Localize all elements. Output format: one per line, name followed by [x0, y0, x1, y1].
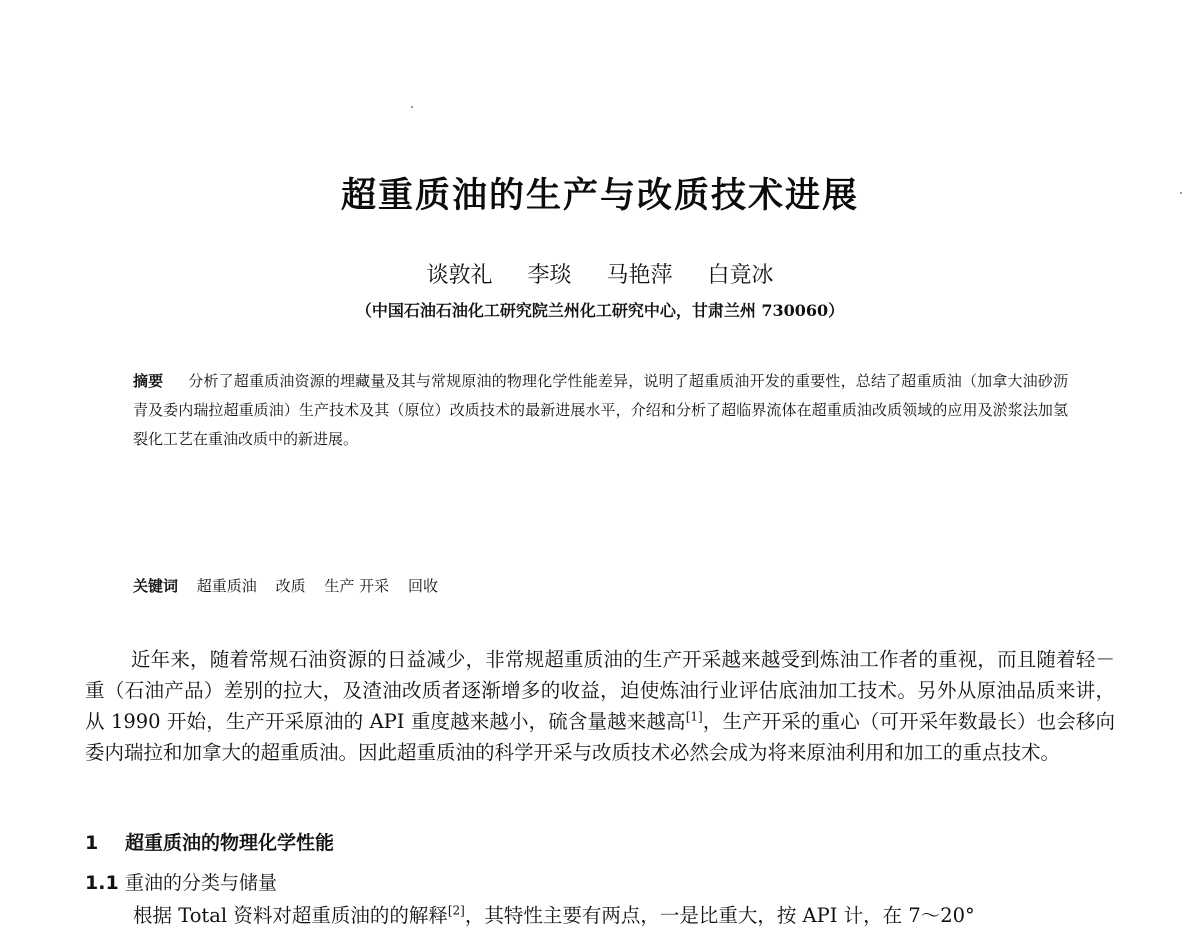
citation-ref: [2] [447, 903, 465, 918]
keyword: 改质 [275, 577, 306, 595]
section-number: 1 [85, 832, 99, 854]
author-name: 马艳萍 [606, 263, 673, 288]
author-name: 谈敦礼 [426, 263, 493, 288]
body-text: 根据 Total 资料对超重质油的的解释 [133, 904, 448, 927]
abstract [133, 367, 1068, 454]
keyword: 生产 开采 [324, 577, 390, 595]
body-text: ，其特性主要有两点，一是比重大，按 API 计，在 7～20° [464, 904, 975, 927]
keyword: 回收 [407, 577, 438, 595]
author-list [0, 258, 1200, 289]
author-name: 李琰 [527, 263, 572, 288]
abstract-text: 分析了超重质油资源的埋藏量及其与常规原油的物理化学性能差异，说明了超重质油开发的重要性，总结了超重质油（加拿大油砂沥青及委内瑞拉超重质油）生产技术及其（原位）改质技术的最新进展水平，介绍和分析了超临界流体在超重质油改质领域的应用及淤浆法加氢裂化工艺在重油改质中的新进展。 [133, 372, 1068, 448]
keywords [133, 575, 438, 596]
intro-text: 近年来，随着常规石油资源的日益减少，非常规超重质油的生产开采越来越受到炼油工作者的重视，而且随着轻－重（石油产品）差别的拉大，及渣油改质者逐渐增多的收益，迫使炼油行业评估底油加工技术。另外从原油品质来讲，从 1990 开始，生产开采原油的 API 重度越来越小，硫含量越来越高 [85, 648, 1115, 733]
abstract-label: 摘要 [133, 372, 164, 390]
paper-title: 超重质油的生产与改质技术进展 [340, 176, 859, 216]
keyword: 超重质油 [196, 577, 257, 595]
cutoff-paragraph [133, 900, 1133, 928]
intro-text: ，生产开采的重心（可开采年数最长）也会移向委内瑞拉和加拿大的超重质油。因此超重质油的科学开采与改质技术必然会成为将来原油利用和加工的重点技术。 [85, 710, 1115, 764]
section-title: 重油的分类与储量 [125, 872, 278, 894]
section-heading-1 [85, 828, 334, 855]
affiliation: （中国石油石油化工研究院兰州化工研究中心，甘肃兰州 730060） [355, 301, 845, 320]
author-name: 白竟冰 [707, 263, 774, 288]
citation-ref: [1] [685, 709, 703, 724]
section-heading-1-1 [85, 868, 277, 895]
section-title: 超重质油的物理化学性能 [125, 832, 335, 854]
keywords-label: 关键词 [133, 577, 179, 595]
intro-paragraph [85, 644, 1115, 768]
section-number: 1.1 [85, 872, 119, 894]
scan-speck [411, 106, 413, 108]
